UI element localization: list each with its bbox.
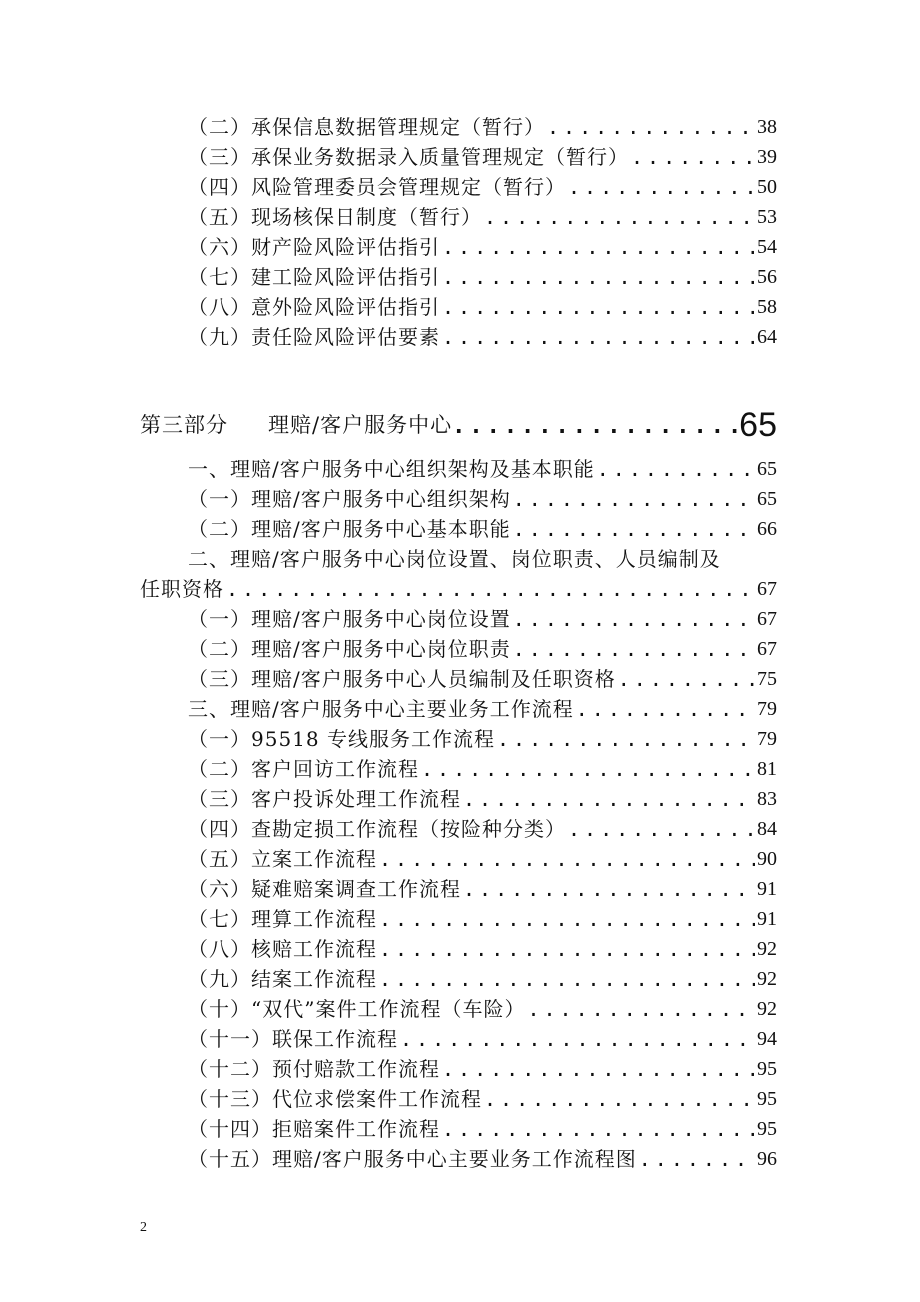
toc-entry[interactable] <box>188 664 777 694</box>
toc-leader-dots <box>452 409 739 445</box>
toc-leader-dots <box>379 964 755 994</box>
toc-entry-page: 53 <box>757 206 777 228</box>
toc-entry-label: （十）“双代”案件工作流程（车险） <box>188 997 526 1021</box>
toc-entry-page: 75 <box>757 668 777 690</box>
toc-entry[interactable] <box>188 604 777 634</box>
toc-leader-dots <box>463 874 755 904</box>
toc-entry-page: 96 <box>757 1148 777 1170</box>
toc-entry-page: 95 <box>757 1088 777 1110</box>
toc-entry-page: 67 <box>757 608 777 630</box>
toc-entry-label: （二）客户回访工作流程 <box>188 757 419 781</box>
toc-entry[interactable] <box>188 874 777 904</box>
toc-entry-label: （九）责任险风险评估要素 <box>188 325 440 349</box>
page-number: 2 <box>140 1220 147 1235</box>
toc-entry-page: 39 <box>757 146 777 168</box>
toc-section-entry[interactable] <box>188 454 777 484</box>
toc-entry[interactable] <box>188 1024 777 1054</box>
toc-entry-label: （二）理赔/客户服务中心基本职能 <box>188 517 511 541</box>
toc-entry-label: （七）建工险风险评估指引 <box>188 265 440 289</box>
toc-section-page: 79 <box>757 698 777 720</box>
toc-leader-dots <box>547 112 755 142</box>
toc-leader-dots <box>513 514 755 544</box>
toc-entry[interactable] <box>188 232 777 262</box>
toc-entry-label: （一）95518 专线服务工作流程 <box>188 727 495 751</box>
toc-entry-label: （七）理算工作流程 <box>188 907 377 931</box>
toc-entry[interactable] <box>188 1114 777 1144</box>
toc-entry-page: 94 <box>757 1028 777 1050</box>
toc-leader-dots <box>513 604 755 634</box>
toc-entry[interactable] <box>188 724 777 754</box>
toc-entry-page: 92 <box>757 938 777 960</box>
toc-leader-dots <box>527 994 755 1024</box>
toc-entry-page: 81 <box>757 758 777 780</box>
toc-leader-dots <box>421 754 755 784</box>
part-page: 65 <box>739 406 777 444</box>
toc-entry-label: （九）结案工作流程 <box>188 967 377 991</box>
toc-entry[interactable] <box>188 784 777 814</box>
toc-entry-page: 67 <box>757 638 777 660</box>
toc-leader-dots <box>463 784 755 814</box>
toc-leader-dots <box>226 574 755 604</box>
toc-entry[interactable] <box>188 1054 777 1084</box>
toc-entry-label: （三）承保业务数据录入质量管理规定（暂行） <box>188 145 629 169</box>
toc-leader-dots <box>513 634 755 664</box>
toc-leader-dots <box>379 934 755 964</box>
toc-section-label-line1[interactable]: 二、理赔/客户服务中心岗位设置、岗位职责、人员编制及 <box>188 547 721 571</box>
toc-section-label: 三、理赔/客户服务中心主要业务工作流程 <box>188 697 574 721</box>
toc-entry[interactable] <box>188 142 777 172</box>
toc-leader-dots <box>442 1054 755 1084</box>
toc-entry-page: 56 <box>757 266 777 288</box>
toc-entry[interactable] <box>188 172 777 202</box>
toc-entry-page: 65 <box>757 488 777 510</box>
toc-entry-page: 79 <box>757 728 777 750</box>
toc-entry[interactable] <box>188 484 777 514</box>
toc-entry[interactable] <box>188 964 777 994</box>
toc-entry[interactable] <box>188 202 777 232</box>
toc-leader-dots <box>631 142 755 172</box>
toc-entry-label: （一）理赔/客户服务中心岗位设置 <box>188 607 511 631</box>
toc-leader-dots <box>442 292 755 322</box>
toc-leader-dots <box>442 262 755 292</box>
toc-entry[interactable] <box>188 322 777 352</box>
toc-leader-dots <box>576 694 755 724</box>
toc-entry[interactable] <box>188 814 777 844</box>
toc-entry[interactable] <box>188 112 777 142</box>
toc-entry-page: 95 <box>757 1058 777 1080</box>
toc-entry-label: （三）客户投诉处理工作流程 <box>188 787 461 811</box>
toc-entry[interactable] <box>188 934 777 964</box>
toc-section-entry[interactable] <box>188 694 777 724</box>
toc-entry-page: 58 <box>757 296 777 318</box>
toc-entry-label: （十二）预付赔款工作流程 <box>188 1057 440 1081</box>
toc-entry-label: （八）意外险风险评估指引 <box>188 295 440 319</box>
toc-entry[interactable] <box>188 514 777 544</box>
toc-leader-dots <box>442 1114 755 1144</box>
toc-entry-label: （十一）联保工作流程 <box>188 1027 398 1051</box>
toc-entry-label: （五）立案工作流程 <box>188 847 377 871</box>
toc-entry-label: （五）现场核保日制度（暂行） <box>188 205 482 229</box>
toc-entry-page: 83 <box>757 788 777 810</box>
toc-entry-page: 38 <box>757 116 777 138</box>
toc-entry-label: （十三）代位求偿案件工作流程 <box>188 1087 482 1111</box>
toc-entry-page: 50 <box>757 176 777 198</box>
toc-leader-dots <box>379 844 755 874</box>
toc-entry-page: 90 <box>757 848 777 870</box>
toc-section-label: 一、理赔/客户服务中心组织架构及基本职能 <box>188 457 595 481</box>
toc-leader-dots <box>513 484 755 514</box>
toc-entry-page: 91 <box>757 878 777 900</box>
toc-entry-label: （四）查勘定损工作流程（按险种分类） <box>188 817 566 841</box>
toc-section-label-line2: 任职资格 <box>140 577 224 601</box>
toc-entry-label: （四）风险管理委员会管理规定（暂行） <box>188 175 566 199</box>
toc-leader-dots <box>497 724 755 754</box>
toc-leader-dots <box>568 172 755 202</box>
part-title: 理赔/客户服务中心 <box>268 413 453 437</box>
toc-entry[interactable] <box>188 904 777 934</box>
toc-entry[interactable] <box>188 292 777 322</box>
toc-entry-label: （一）理赔/客户服务中心组织架构 <box>188 487 511 511</box>
toc-section-entry[interactable] <box>140 574 777 604</box>
toc-entry-label: （十五）理赔/客户服务中心主要业务工作流程图 <box>188 1147 637 1171</box>
toc-entry-label: （六）疑难赔案调查工作流程 <box>188 877 461 901</box>
toc-leader-dots <box>568 814 755 844</box>
toc-entry-label: （八）核赔工作流程 <box>188 937 377 961</box>
toc-entry-label: （三）理赔/客户服务中心人员编制及任职资格 <box>188 667 616 691</box>
toc-entry[interactable] <box>188 994 777 1024</box>
toc-entry-page: 64 <box>757 326 777 348</box>
toc-section-page: 67 <box>757 578 777 600</box>
toc-leader-dots <box>484 202 755 232</box>
toc-section-page: 65 <box>757 458 777 480</box>
toc-entry-page: 91 <box>757 908 777 930</box>
toc-leader-dots <box>484 1084 755 1114</box>
toc-entry[interactable] <box>188 1084 777 1114</box>
toc-entry-page: 92 <box>757 998 777 1020</box>
toc-leader-dots <box>442 232 755 262</box>
toc-entry[interactable] <box>188 754 777 784</box>
toc-entry-page: 95 <box>757 1118 777 1140</box>
toc-leader-dots <box>442 322 755 352</box>
toc-entry-label: （二）承保信息数据管理规定（暂行） <box>188 115 545 139</box>
toc-leader-dots <box>400 1024 755 1054</box>
toc-part-heading[interactable] <box>140 405 777 445</box>
part-label: 第三部分 <box>140 413 228 437</box>
toc-leader-dots <box>639 1144 755 1174</box>
toc-leader-dots <box>597 454 755 484</box>
toc-entry[interactable] <box>188 844 777 874</box>
toc-entry[interactable] <box>188 262 777 292</box>
toc-entry-page: 84 <box>757 818 777 840</box>
toc-entry-label: （十四）拒赔案件工作流程 <box>188 1117 440 1141</box>
toc-entry-label: （二）理赔/客户服务中心岗位职责 <box>188 637 511 661</box>
toc-entry-page: 54 <box>757 236 777 258</box>
toc-entry[interactable] <box>188 1144 777 1174</box>
toc-leader-dots <box>618 664 755 694</box>
toc-leader-dots <box>379 904 755 934</box>
toc-entry[interactable] <box>188 634 777 664</box>
toc-entry-label: （六）财产险风险评估指引 <box>188 235 440 259</box>
toc-entry-page: 92 <box>757 968 777 990</box>
toc-entry-page: 66 <box>757 518 777 540</box>
